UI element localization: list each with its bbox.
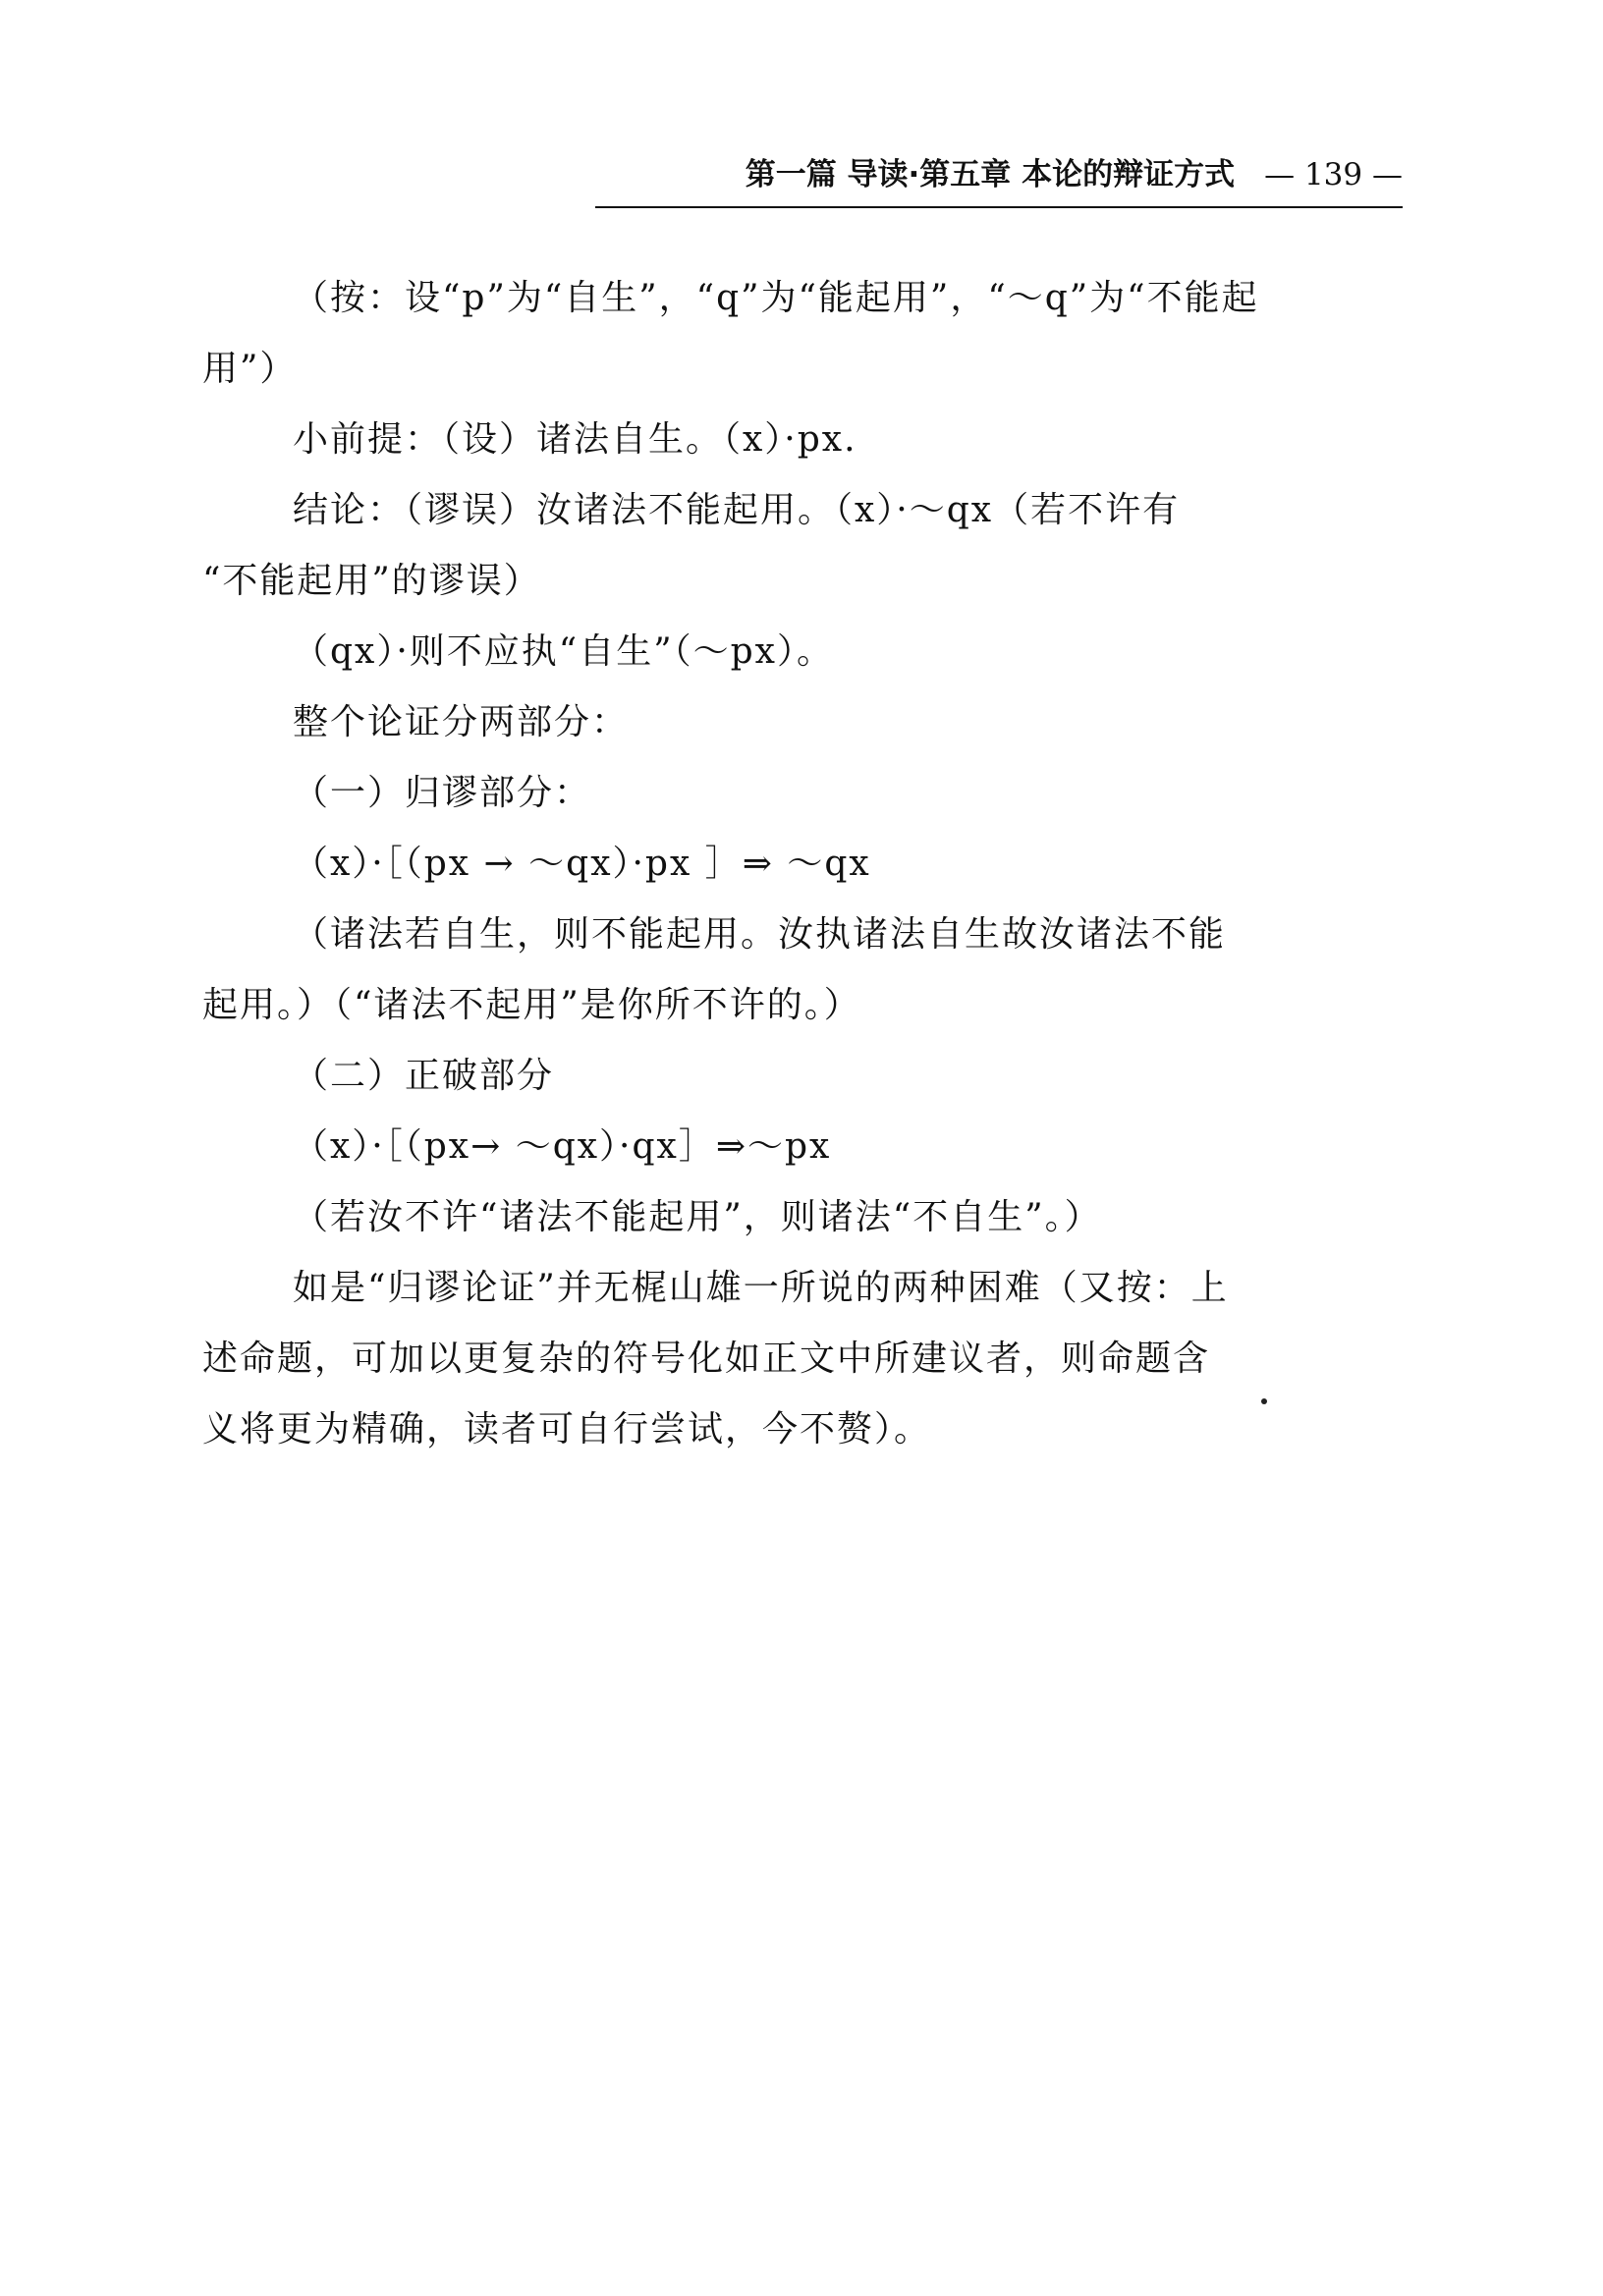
paragraph-line: “不能起用”的谬误）: [202, 561, 541, 601]
formula-line: （x）·［（px → ～qx）·px ］⇒ ～qx: [293, 844, 871, 884]
paragraph-line: 如是“归谬论证”并无梶山雄一所说的两种困难（又按：上: [293, 1268, 1229, 1308]
minor-premise-line: 小前提：（设）诸法自生。（x）·px.: [293, 419, 857, 460]
paragraph-line: （若汝不许“诸法不能起用”，则诸法“不自生”。）: [293, 1197, 1102, 1237]
paragraph-line: 述命题，可加以更复杂的符号化如正文中所建议者，则命题含: [202, 1339, 1211, 1379]
section-heading: （一）归谬部分：: [293, 773, 592, 813]
paragraph-line: 用”）: [202, 349, 298, 389]
running-header: [595, 155, 1403, 208]
section-heading: （二）正破部分: [293, 1056, 555, 1096]
paragraph-line: 义将更为精确，读者可自行尝试，今不赘）。: [202, 1409, 932, 1449]
paragraph-line: （诸法若自生，则不能起用。汝执诸法自生故汝诸法不能: [293, 914, 1227, 955]
paragraph-line: 整个论证分两部分：: [293, 702, 630, 742]
conclusion-line: 结论：（谬误）汝诸法不能起用。（x）·～qx（若不许有: [293, 490, 1181, 530]
paragraph-line: （qx）·则不应执“自生”（～px）。: [293, 631, 834, 672]
stray-mark: [1261, 1398, 1267, 1404]
formula-line: （x）·［（px→ ～qx）·qx］⇒～px: [293, 1126, 832, 1167]
body-text: [202, 263, 1407, 1465]
page-number: — 139 —: [1264, 157, 1403, 192]
running-title: 第一篇 导读·第五章 本论的辩证方式: [745, 157, 1236, 192]
paragraph-line: 起用。）（“诸法不起用”是你所不许的。）: [202, 985, 861, 1025]
paragraph-line: （按：设“p”为“自生”，“q”为“能起用”，“～q”为“不能起: [293, 278, 1259, 318]
